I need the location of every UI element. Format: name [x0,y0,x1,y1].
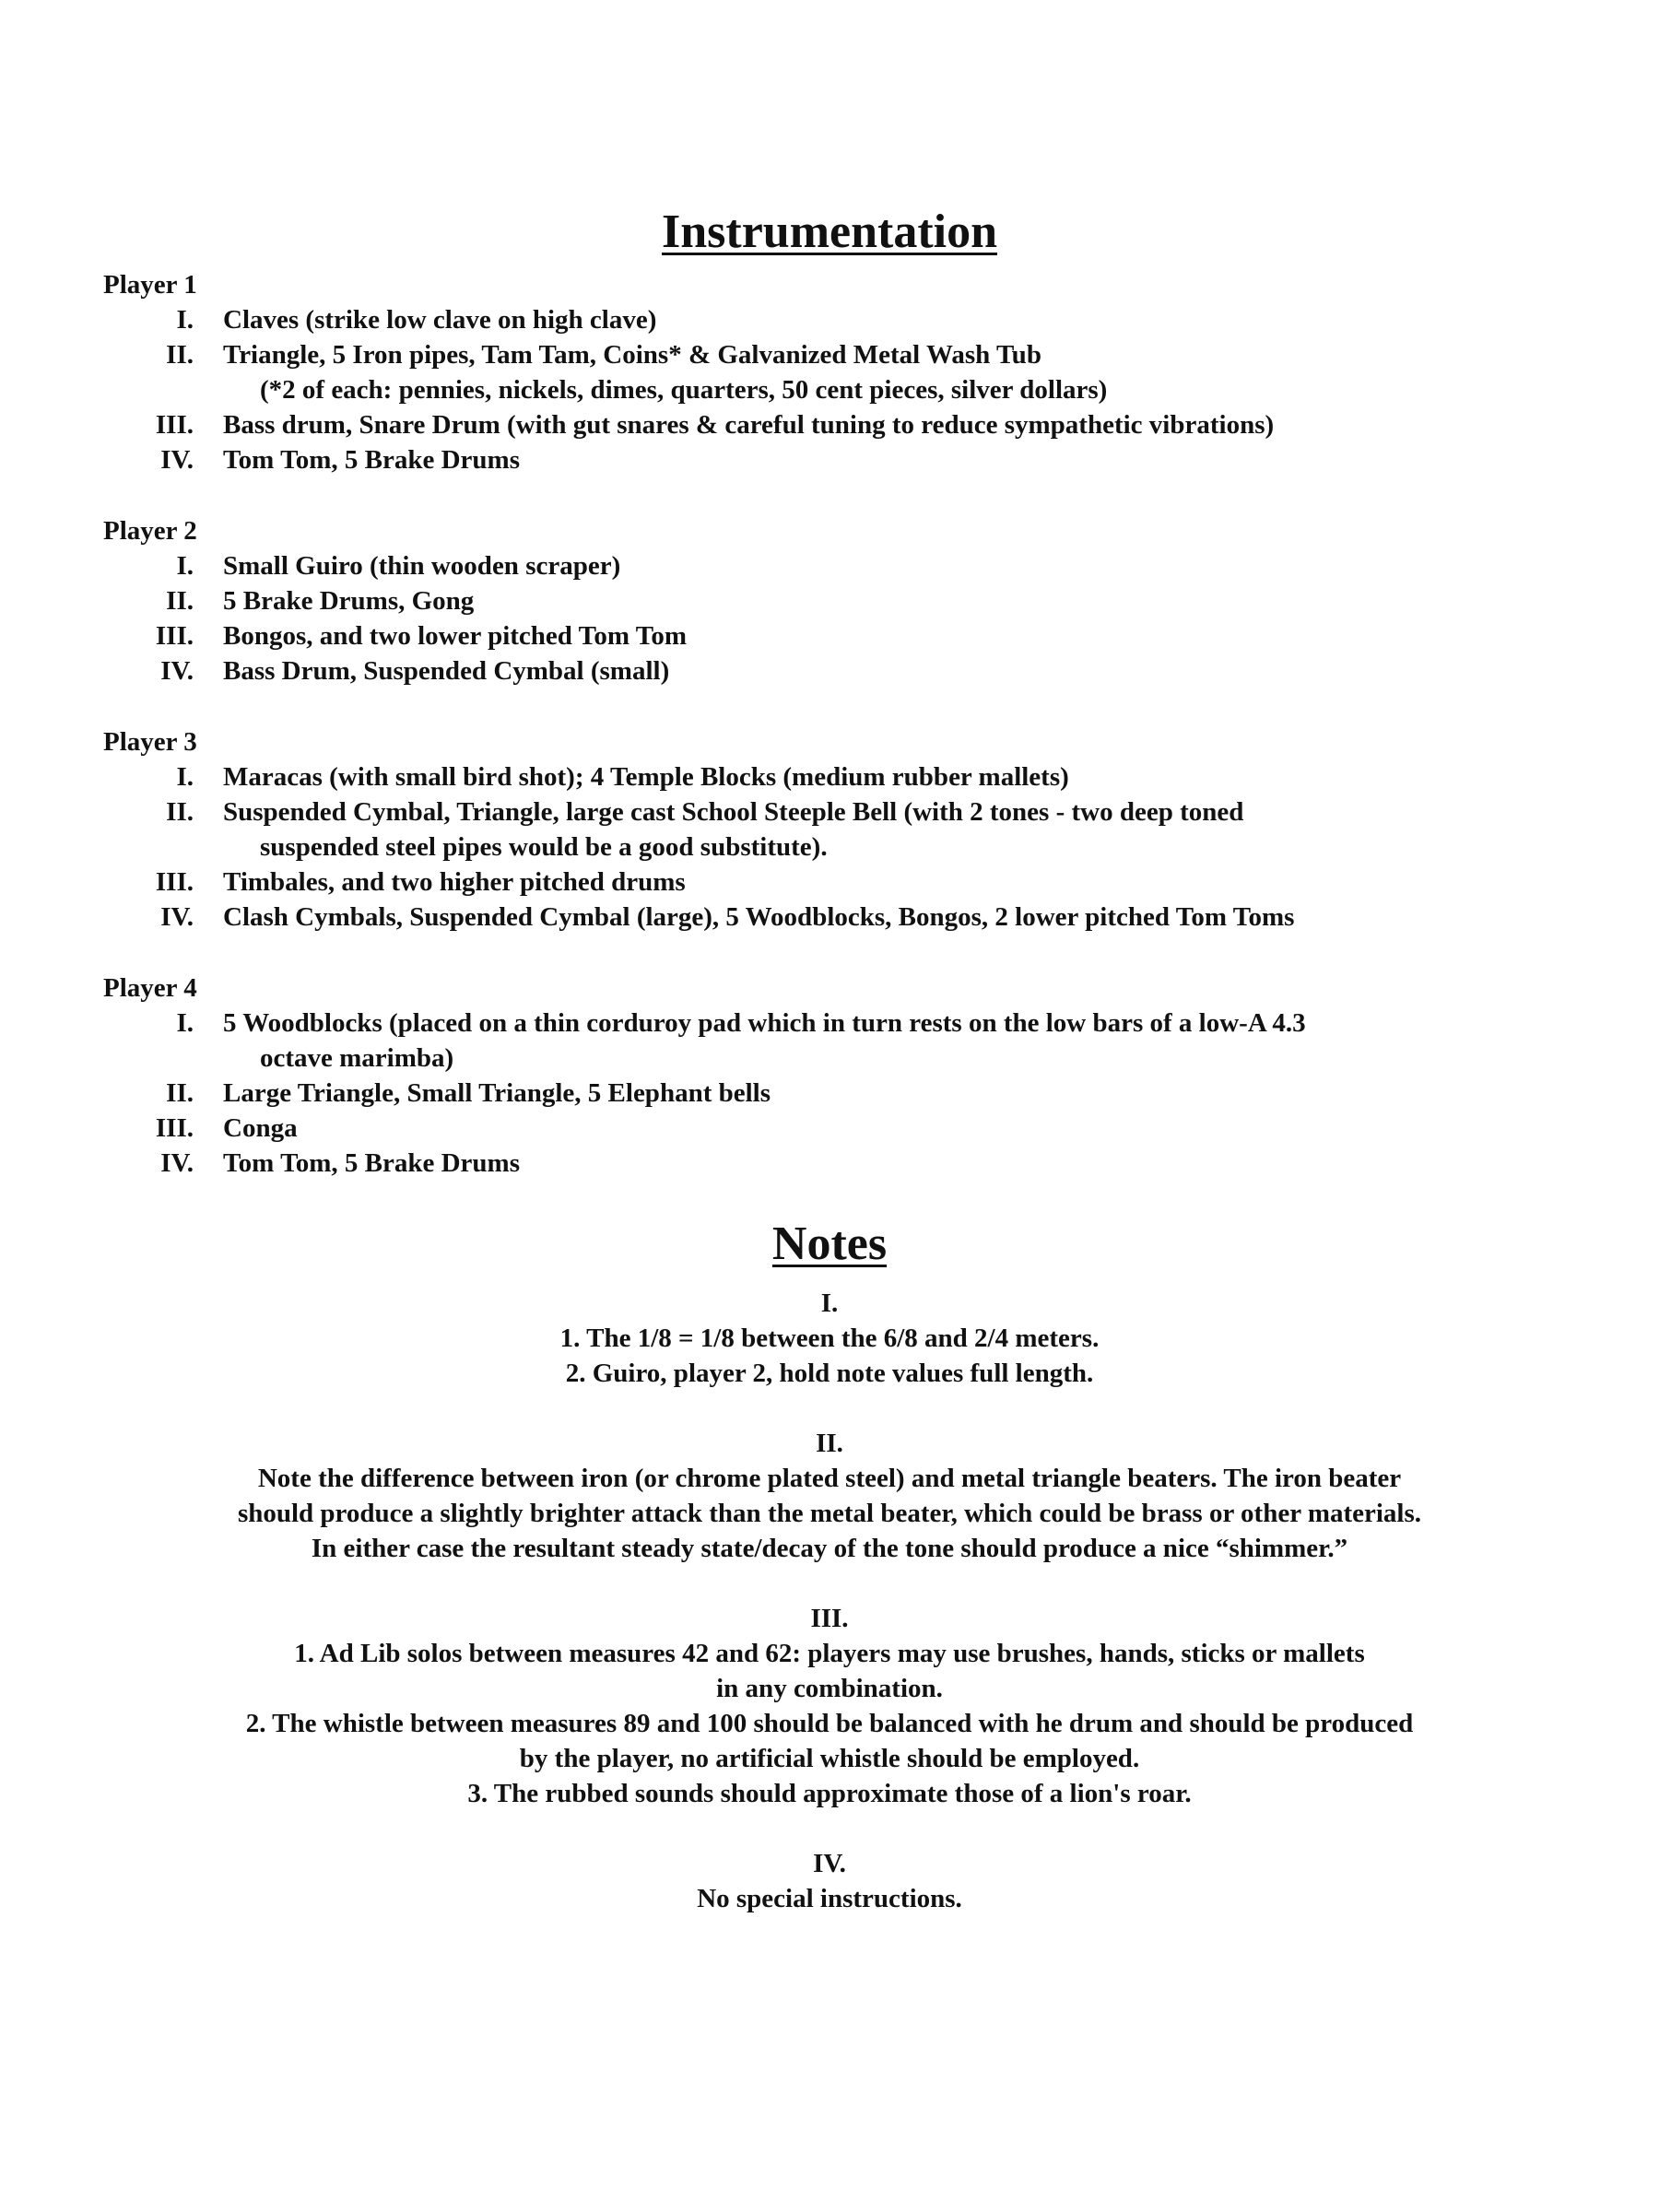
player-4-heading: Player 4 [103,973,197,1003]
notes-section-3-heading: III. [810,1604,849,1633]
item-numeral: IV. [160,656,194,686]
item-numeral: I. [176,305,194,335]
player-1-heading: Player 1 [103,270,197,300]
item-numeral: III. [155,410,194,440]
notes-section-1-line-1: 1. The 1/8 = 1/8 between the 6/8 and 2/4 meters. [559,1324,1100,1353]
item-numeral: IV. [160,445,194,475]
item-text: 5 Woodblocks (placed on a thin corduroy pad which in turn rests on the low bars of a low-A 4.3 [223,1008,1306,1038]
notes-section-2-heading: II. [816,1429,843,1458]
notes-section-2-line-3: In either case the resultant steady state/decay of the tone should produce a nice “shimmer.” [311,1534,1348,1563]
item-text: Tom Tom, 5 Brake Drums [223,445,521,475]
player-4-item-1-continuation: octave marimba) [260,1043,454,1073]
item-text: Conga [223,1113,298,1143]
item-text: Triangle, 5 Iron pipes, Tam Tam, Coins* & Galvanized Metal Wash Tub [223,340,1041,370]
player-3-heading: Player 3 [103,727,197,757]
notes-title: Notes [771,1218,888,1270]
player-1-item-2-continuation: (*2 of each: pennies, nickels, dimes, quarters, 50 cent pieces, silver dollars) [260,375,1108,405]
item-text: Suspended Cymbal, Triangle, large cast School Steeple Bell (with 2 tones - two deep toned [223,797,1244,827]
item-numeral: IV. [160,1148,194,1178]
notes-section-3-line-4: by the player, no artificial whistle should be employed. [519,1744,1140,1773]
item-numeral: III. [155,867,194,897]
item-numeral: III. [155,621,194,651]
notes-section-3-line-5: 3. The rubbed sounds should approximate those of a lion's roar. [467,1779,1192,1808]
notes-section-1-heading: I. [820,1288,839,1318]
item-text: Clash Cymbals, Suspended Cymbal (large), 5 Woodblocks, Bongos, 2 lower pitched Tom Toms [223,902,1295,932]
item-text: Tom Tom, 5 Brake Drums [223,1148,521,1178]
notes-section-4-line-1: No special instructions. [697,1884,962,1913]
notes-section-4-heading: IV. [813,1849,846,1878]
notes-section-3-line-1: 1. Ad Lib solos between measures 42 and 62: players may use brushes, hands, sticks or mallets [294,1639,1365,1668]
item-numeral: II. [166,586,194,616]
player-3-item-2-continuation: suspended steel pipes would be a good substitute). [260,832,828,862]
item-numeral: I. [176,762,194,792]
item-text: Large Triangle, Small Triangle, 5 Elephant bells [223,1078,771,1108]
notes-section-2-line-1: Note the difference between iron (or chrome plated steel) and metal triangle beaters. The iron beater [257,1464,1402,1493]
item-text: Timbales, and two higher pitched drums [223,867,686,897]
item-numeral: I. [176,1008,194,1038]
item-numeral: II. [166,340,194,370]
notes-section-1-line-2: 2. Guiro, player 2, hold note values full length. [565,1359,1094,1388]
item-text: Maracas (with small bird shot); 4 Temple Blocks (medium rubber mallets) [223,762,1069,792]
notes-section-3-line-3: 2. The whistle between measures 89 and 100 should be balanced with he drum and should be produced [245,1709,1414,1738]
instrumentation-title: Instrumentation [661,206,998,258]
item-text: Bass drum, Snare Drum (with gut snares & careful tuning to reduce sympathetic vibrations) [223,410,1275,440]
item-text: Bass Drum, Suspended Cymbal (small) [223,656,670,686]
notes-section-3-line-2: in any combination. [716,1674,943,1703]
item-text: Bongos, and two lower pitched Tom Tom [223,621,688,651]
item-text: Small Guiro (thin wooden scraper) [223,551,621,581]
item-numeral: II. [166,797,194,827]
player-2-heading: Player 2 [103,516,197,546]
item-text: Claves (strike low clave on high clave) [223,305,657,335]
item-numeral: IV. [160,902,194,932]
item-text: 5 Brake Drums, Gong [223,586,475,616]
notes-section-2-line-2: should produce a slightly brighter attack than the metal beater, which could be brass or other materials. [237,1499,1422,1528]
item-numeral: I. [176,551,194,581]
item-numeral: III. [155,1113,194,1143]
item-numeral: II. [166,1078,194,1108]
